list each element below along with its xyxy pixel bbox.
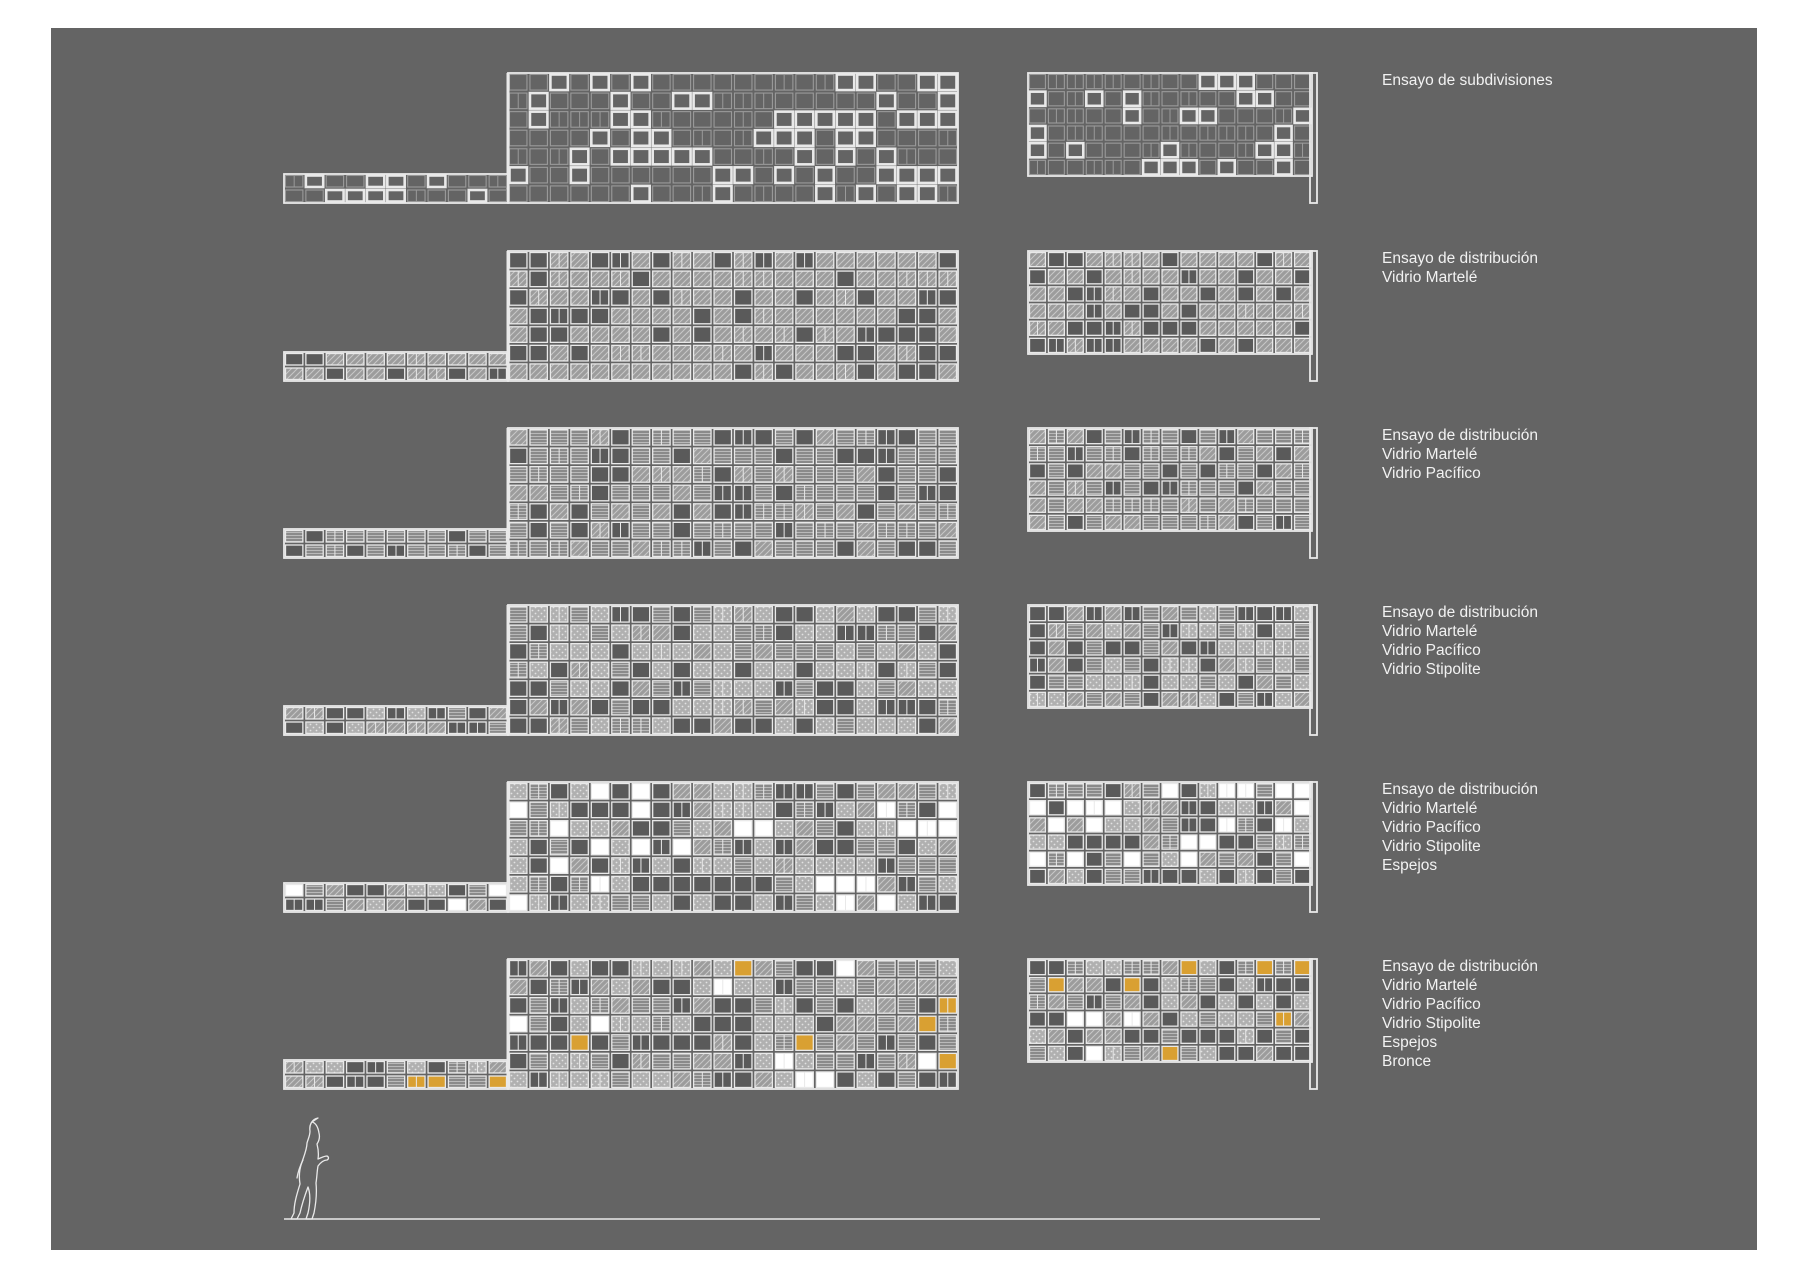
legend-line: Ensayo de distribución — [1382, 427, 1538, 444]
facade-tall-block — [508, 73, 958, 203]
facade-podium-block — [284, 174, 508, 203]
legend-line: Vidrio Pacífico — [1382, 465, 1481, 482]
facade-side-block — [1028, 251, 1317, 381]
legend-espejos — [1382, 780, 1538, 875]
legend-line: Vidrio Stipolite — [1382, 1015, 1481, 1032]
legend-line: Ensayo de distribución — [1382, 604, 1538, 621]
facade-tall-block — [508, 428, 958, 558]
legend-line: Bronce — [1382, 1053, 1432, 1070]
legend-line: Vidrio Pacífico — [1382, 642, 1481, 659]
facade-podium-block — [284, 529, 508, 558]
facade-side-block — [1028, 959, 1317, 1089]
legend-line: Espejos — [1382, 1034, 1438, 1051]
facade-side-block — [1028, 782, 1317, 912]
legend-line: Vidrio Martelé — [1382, 269, 1478, 286]
facade-row-subdivisiones — [284, 73, 1317, 203]
woman-silhouette-icon — [291, 1118, 329, 1219]
facade-podium-block — [284, 352, 508, 381]
legend-pacifico — [1382, 426, 1538, 483]
legend-line: Ensayo de distribución — [1382, 250, 1538, 267]
facade-row-bronce — [284, 959, 1317, 1089]
facade-row-pacifico — [284, 428, 1317, 558]
facade-podium-block — [284, 706, 508, 735]
facade-row-espejos — [284, 782, 1317, 912]
facade-podium-block — [284, 1060, 508, 1089]
legend-line: Vidrio Stipolite — [1382, 661, 1481, 678]
legend-line: Ensayo de distribución — [1382, 781, 1538, 798]
legend-line: Vidrio Stipolite — [1382, 838, 1481, 855]
facade-side-block — [1028, 605, 1317, 735]
facade-row-stipolite — [284, 605, 1317, 735]
legend-bronce — [1382, 957, 1538, 1071]
legend-line: Vidrio Martelé — [1382, 623, 1478, 640]
legend-line: Vidrio Martelé — [1382, 446, 1478, 463]
facade-tall-block — [508, 959, 958, 1089]
facade-side-block — [1028, 428, 1317, 558]
legend-line: Vidrio Martelé — [1382, 977, 1478, 994]
legend-line: Ensayo de distribución — [1382, 958, 1538, 975]
legend-line: Vidrio Martelé — [1382, 800, 1478, 817]
facade-tall-block — [508, 251, 958, 381]
legend-line: Espejos — [1382, 857, 1438, 874]
facade-side-block — [1028, 73, 1317, 203]
legend-line: Vidrio Pacífico — [1382, 819, 1481, 836]
legend-martele — [1382, 249, 1538, 287]
legend-subdivisiones — [1382, 71, 1553, 90]
facade-podium-block — [284, 883, 508, 912]
legend-stipolite — [1382, 603, 1538, 679]
facade-tall-block — [508, 782, 958, 912]
legend-line: Vidrio Pacífico — [1382, 996, 1481, 1013]
facade-tall-block — [508, 605, 958, 735]
legend-line: Ensayo de subdivisiones — [1382, 72, 1553, 89]
facade-row-martele — [284, 251, 1317, 381]
